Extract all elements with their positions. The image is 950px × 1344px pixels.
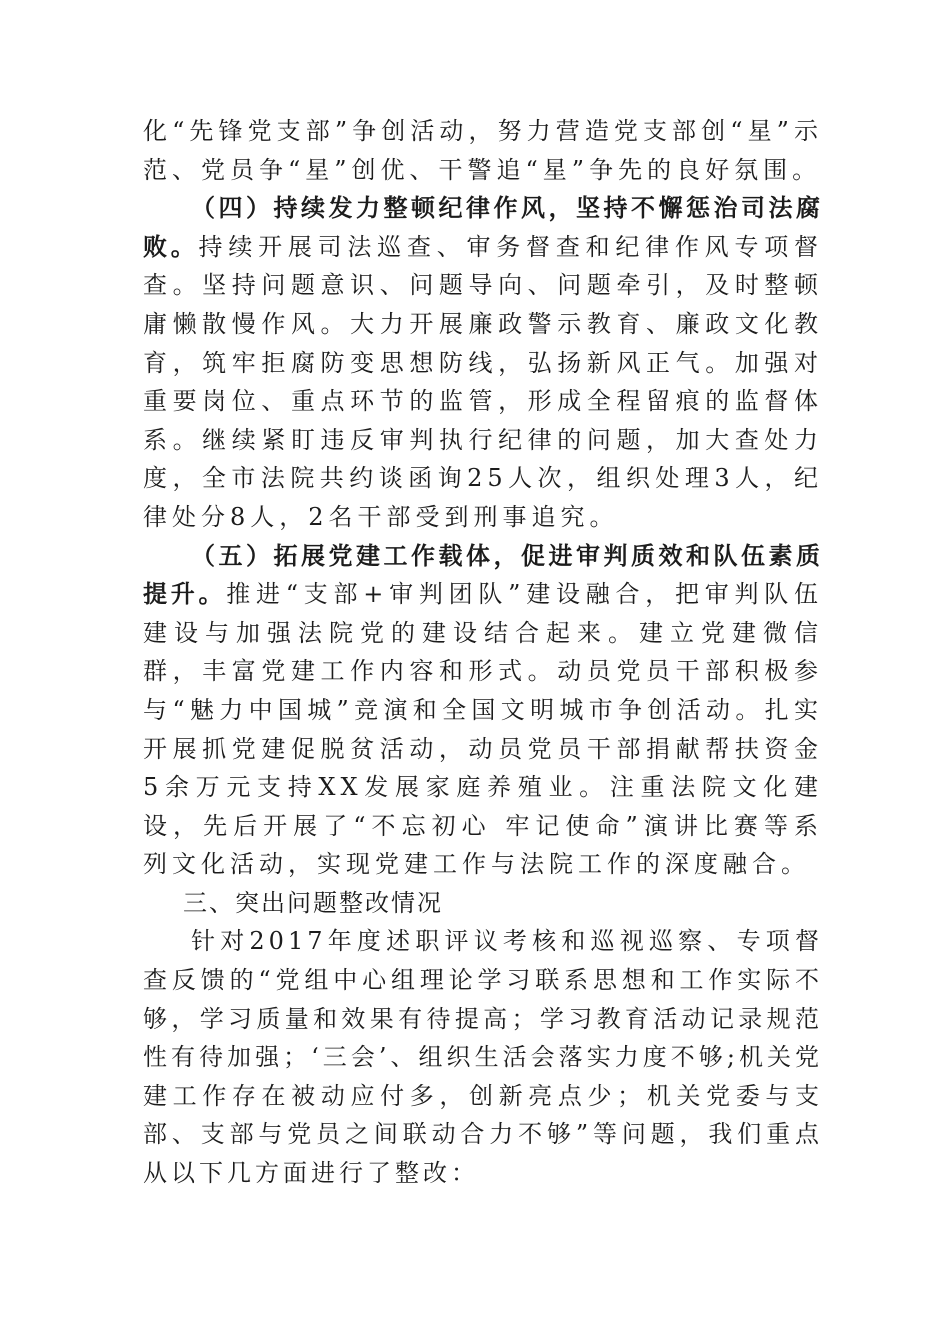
section-five-paragraph [143, 537, 823, 884]
rectification-paragraph: 针对2017年度述职评议考核和巡视巡察、专项督查反馈的“党组中心组理论学习联系思想和工作实际不够，学习质量和效果有待提高；学习教育活动记录规范性有待加强；‘三会’、组织生活会落实力度不够;机关党建工作存在被动应付多，创新亮点少；机关党委与支部、支部与党员之间联动合力不够”等问题，我们重点从以下几方面进行了整改： [143, 927, 823, 1188]
section-four-body: 持续开展司法巡查、审务督查和纪律作风专项督查。坚持问题意识、问题导向、问题牵引，及时整顿庸懒散慢作风。大力开展廉政警示教育、廉政文化教育，筑牢拒腐防变思想防线，弘扬新风正气。加强对重要岗位、重点环节的监管，形成全程留痕的监督体系。继续紧盯违反审判执行纪律的问题，加大查处力度，全市法院共约谈函询25人次，组织处理3人，纪律处分8人，2名干部受到刑事追究。 [143, 232, 823, 531]
section-five-body: 推进“支部+审判团队”建设融合，把审判队伍建设与加强法院党的建设结合起来。建立党建微信群，丰富党建工作内容和形式。动员党员干部积极参与“魅力中国城”竞演和全国文明城市争创活动。扎实开展抓党建促脱贫活动，动员党员干部捐献帮扶资金5余万元支持XX发展家庭养殖业。注重法院文化建设，先后开展了“不忘初心 牢记使命”演讲比赛等系列文化活动，实现党建工作与法院工作的深度融合。 [143, 580, 823, 879]
intro-paragraph: 化“先锋党支部”争创活动，努力营造党支部创“星”示范、党员争“星”创优、干警追“星”争先的良好氛围。 [143, 117, 823, 184]
section-five-title: （五）拓展党建工作载体，促进审判质效和队伍素质提升。 [143, 540, 823, 609]
section-three-heading: 三、突出问题整改情况 [183, 888, 443, 917]
document-body [143, 112, 823, 1193]
section-four-title: （四）持续发力整顿纪律作风，坚持不懈惩治司法腐败。 [143, 193, 823, 261]
section-four-paragraph [143, 189, 823, 536]
